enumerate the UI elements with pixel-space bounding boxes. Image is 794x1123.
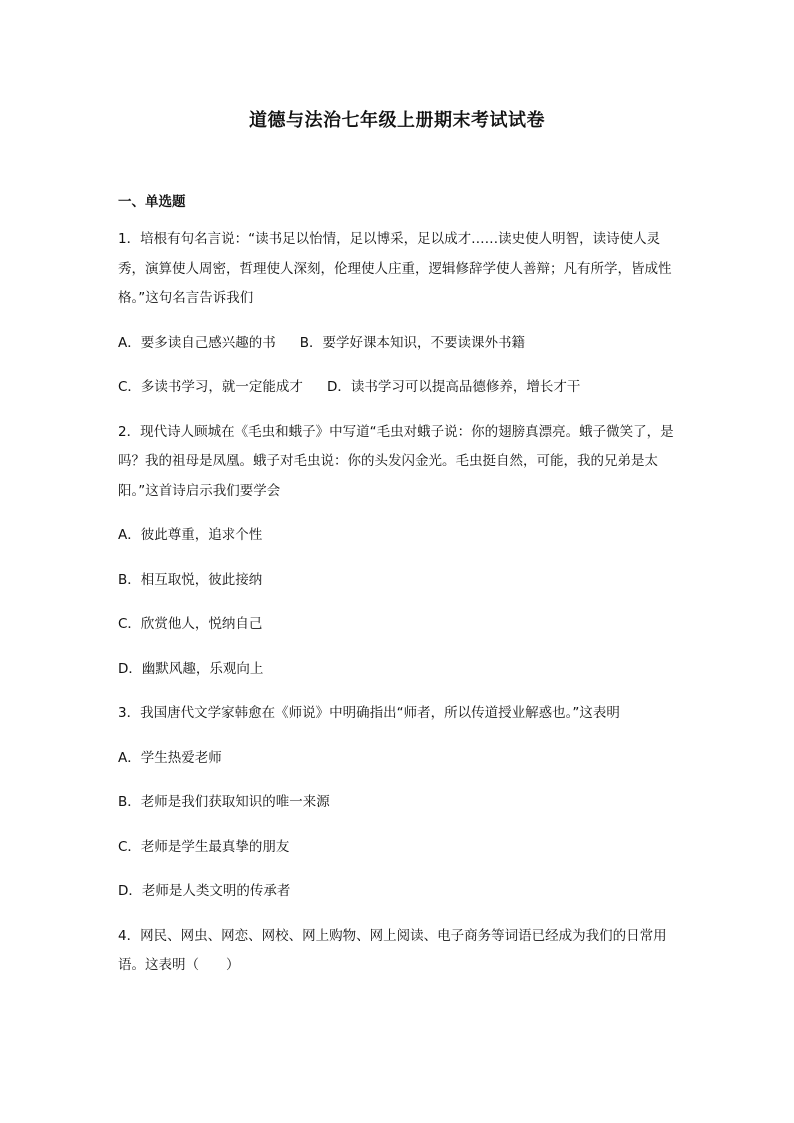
question-1-options-row-1 — [118, 329, 678, 359]
question-2-option-a: A．彼此尊重，追求个性 — [118, 527, 263, 543]
question-2-option-c: C．欣赏他人，悦纳自己 — [118, 616, 263, 632]
question-3-option-b: B．老师是我们获取知识的唯一来源 — [118, 794, 330, 810]
question-1-option-d: D．读书学习可以提高品德修养，增长才干 — [326, 379, 581, 395]
question-3-option-c: C．老师是学生最真挚的朋友 — [118, 838, 290, 855]
question-3-option-a: A．学生热爱老师 — [118, 749, 222, 766]
question-1-option-a: A．要多读自己感兴趣的书 — [118, 334, 276, 351]
question-3-option-d: D．老师是人类文明的传承者 — [118, 883, 291, 899]
question-2-stem: 2．现代诗人顾城在《毛虫和蛾子》中写道“毛虫对蛾子说：你的翅膀真漂亮。蛾子微笑了，是吗？我的祖母是凤凰。蛾子对毛虫说：你的头发闪金光。毛虫挺自然，可能，我的兄弟是太阳。”这首诗启示我们要学会 — [118, 423, 674, 499]
question-2-option-d: D．幽默风趣，乐观向上 — [118, 660, 264, 677]
question-1-options-row-2 — [118, 373, 678, 403]
section-heading: 一、单选题 — [118, 194, 186, 210]
question-1-option-c: C．多读书学习，就一定能成才 — [118, 379, 303, 395]
question-3-stem: 3．我国唐代文学家韩愈在《师说》中明确指出“师者，所以传道授业解惑也。”这表明 — [118, 705, 620, 721]
question-1-stem: 1．培根有句名言说：“读书足以怡情，足以博采，足以成才……读史使人明智，读诗使人灵秀，演算使人周密，哲理使人深刻，伦理使人庄重，逻辑修辞学使人善辩；凡有所学，皆成性格。”这句名言告诉我们 — [118, 231, 672, 306]
question-4-stem: 4．网民、网虫、网恋、网校、网上购物、网上阅读、电子商务等词语已经成为我们的日常用语。这表明（ ） — [118, 927, 667, 973]
question-1-option-b: B．要学好课本知识，不要读课外书籍 — [299, 334, 526, 351]
question-2-option-b: B．相互取悦，彼此接纳 — [118, 571, 263, 588]
question-list — [118, 225, 678, 996]
page-title: 道德与法治七年级上册期末考试试卷 — [249, 110, 545, 131]
